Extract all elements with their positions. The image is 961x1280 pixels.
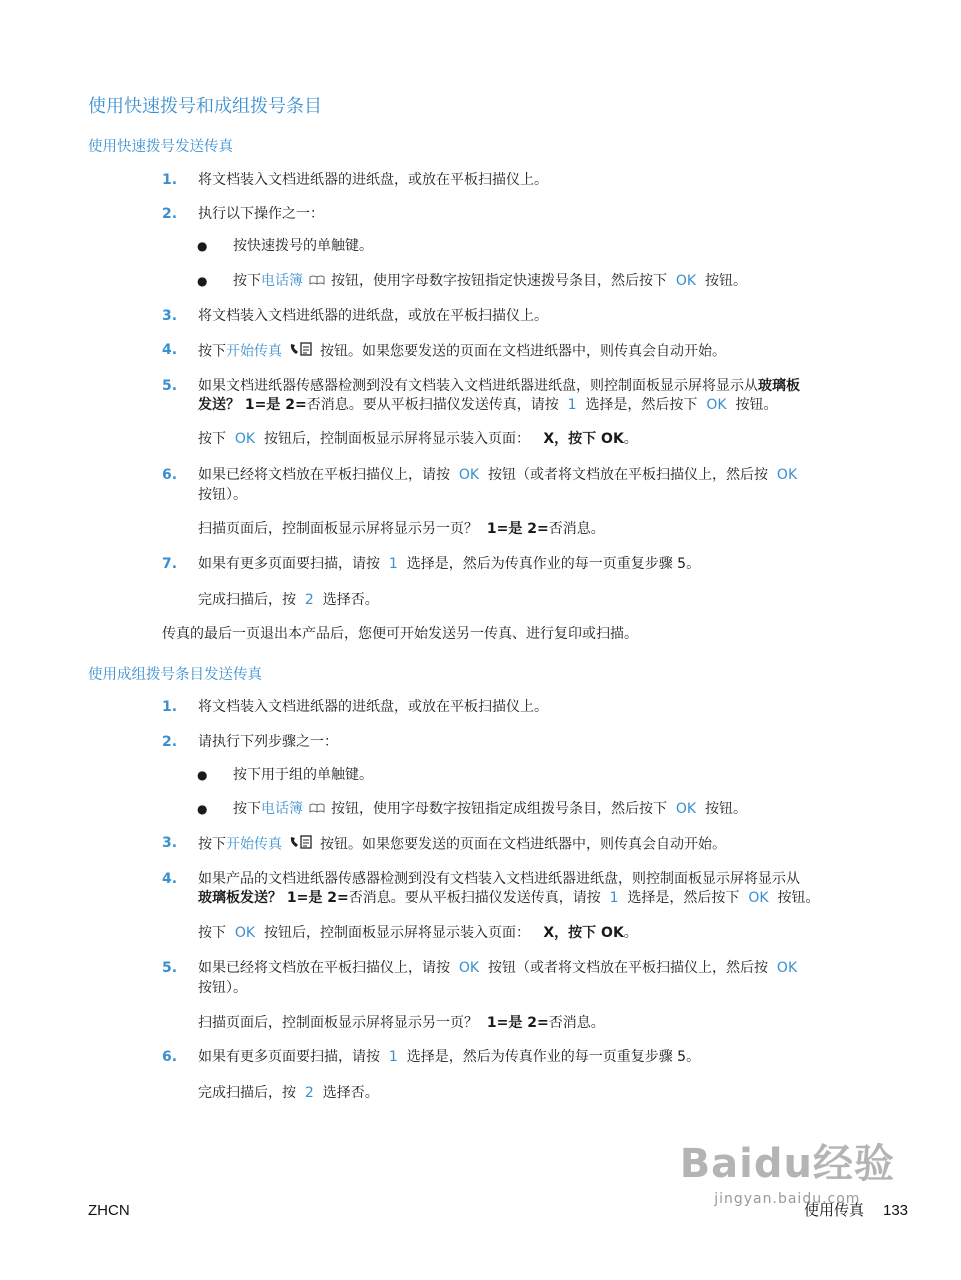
s2-step2-num: 2. [162,734,178,750]
s2-step4-note: 按下 OK 按钮后，控制面板显示屏将显示装入页面： X，按下 OK。 [198,925,638,941]
page-title: 使用快速拨号和成组拨号条目 [88,96,322,117]
s2-step6-num: 6. [162,1049,178,1065]
s1-step4: 按下开始传真 按钮。如果您要发送的页面在文档进纸器中，则传真会自动开始。 [198,341,726,362]
s2-step5-note: 扫描页面后，控制面板显示屏将显示另一页？ 1=是 2=否消息。 [198,1015,605,1031]
ok-key: OK [776,960,798,976]
s1-step3-text: 将文档装入文档进纸器的进纸盘，或放在平板扫描仪上。 [198,308,548,324]
ok-key: OK [458,960,480,976]
s1-step1-num: 1. [162,172,178,188]
section2-heading: 使用成组拨号条目发送传真 [88,667,262,683]
watermark-logo: Baidu经验 [679,1141,895,1187]
bullet: ● [197,802,208,816]
s1-step6-line1: 如果已经将文档放在平板扫描仪上，请按 OK 按钮（或者将文档放在平板扫描仪上，然后按 OK [198,467,798,483]
ok-key: OK [458,467,480,483]
s2-step1-text: 将文档装入文档进纸器的进纸盘，或放在平板扫描仪上。 [198,699,548,715]
key-1: 1 [388,556,398,572]
phonebook-label: 电话簿 [261,801,303,817]
s1-step2-num: 2. [162,206,178,222]
ok-key: OK [776,467,798,483]
s2-step5-line1: 如果已经将文档放在平板扫描仪上，请按 OK 按钮（或者将文档放在平板扫描仪上，然后按 OK [198,960,798,976]
start-fax-label: 开始传真 [226,343,282,360]
start-fax-label: 开始传真 [226,836,282,853]
s1-step2-text: 执行以下操作之一： [198,206,324,222]
s1-step7-num: 7. [162,556,178,572]
s1-step7-note: 完成扫描后，按 2 选择否。 [198,592,379,608]
s1-bullet1-text: 按快速拨号的单触键。 [233,238,373,254]
footer-section: 使用传真 [804,1202,865,1219]
s2-step6: 如果有更多页面要扫描，请按 1 选择是，然后为传真作业的每一页重复步骤 5。 [198,1049,701,1065]
s2-step4-line1: 如果产品的文档进纸器传感器检测到没有文档装入文档进纸器进纸盘，则控制面板显示屏将显示从 [198,871,800,887]
ok-key: OK [675,801,697,817]
s2-step1-num: 1. [162,699,178,715]
watermark-url: jingyan.baidu.com [714,1191,861,1207]
bullet: ● [197,274,208,288]
start-fax-icon [288,341,314,362]
s1-step4-num: 4. [162,342,178,358]
s2-step6-note: 完成扫描后，按 2 选择否。 [198,1085,379,1101]
s1-step3-num: 3. [162,308,178,324]
bullet: ● [197,768,208,782]
s2-step5-num: 5. [162,960,178,976]
ok-key: OK [234,925,256,941]
s1-step5-line2: 发送？ 1=是 2=否消息。要从平板扫描仪发送传真，请按 1 选择是，然后按下 OK 按钮。 [198,397,778,413]
s1-step1-text: 将文档装入文档进纸器的进纸盘，或放在平板扫描仪上。 [198,172,548,188]
s1-step5-note: 按下 OK 按钮后，控制面板显示屏将显示装入页面： X，按下 OK。 [198,431,638,447]
s1-step7: 如果有更多页面要扫描，请按 1 选择是，然后为传真作业的每一页重复步骤 5。 [198,556,701,572]
key-1: 1 [609,890,619,906]
ok-key: OK [675,273,697,289]
s2-step3-num: 3. [162,835,178,851]
s1-step5-line1: 如果文档进纸器传感器检测到没有文档装入文档进纸器进纸盘，则控制面板显示屏将显示从玻璃板 [198,378,800,394]
s2-step4-line2: 玻璃板发送？ 1=是 2=否消息。要从平板扫描仪发送传真，请按 1 选择是，然后按下 OK 按钮。 [198,890,820,906]
s1-closing: 传真的最后一页退出本产品后，您便可开始发送另一传真、进行复印或扫描。 [162,626,638,642]
ok-key: OK [748,890,769,906]
s1-step6-note: 扫描页面后，控制面板显示屏将显示另一页？ 1=是 2=否消息。 [198,521,605,537]
ok-key: OK [234,431,256,447]
key-2: 2 [304,592,314,608]
key-1: 1 [567,397,577,413]
key-2: 2 [304,1085,314,1101]
s2-step3: 按下开始传真 按钮。如果您要发送的页面在文档进纸器中，则传真会自动开始。 [198,834,726,855]
s2-step2-text: 请执行下列步骤之一： [198,734,338,750]
phonebook-label: 电话簿 [261,273,303,289]
s2-step5-line2: 按钮）。 [198,980,247,996]
phonebook-icon [309,272,325,290]
ok-key: OK [706,397,727,413]
s2-step4-num: 4. [162,871,178,887]
key-1: 1 [388,1049,398,1065]
bullet: ● [197,239,208,253]
section1-heading: 使用快速拨号发送传真 [88,139,233,155]
s1-bullet2: 按下电话簿 按钮，使用字母数字按钮指定快速拨号条目，然后按下 OK 按钮。 [233,273,748,289]
s2-bullet2: 按下电话簿 按钮，使用字母数字按钮指定成组拨号条目，然后按下 OK 按钮。 [233,801,748,817]
footer-page-number: 133 [883,1202,909,1219]
s1-step6-line2: 按钮）。 [198,487,247,503]
s2-bullet1-text: 按下用于组的单触键。 [233,767,373,783]
phonebook-icon [309,800,325,818]
start-fax-icon [288,834,314,855]
s1-step6-num: 6. [162,467,178,483]
footer-locale: ZHCN [88,1202,130,1219]
watermark [680,1142,895,1208]
s1-step5-num: 5. [162,378,178,394]
